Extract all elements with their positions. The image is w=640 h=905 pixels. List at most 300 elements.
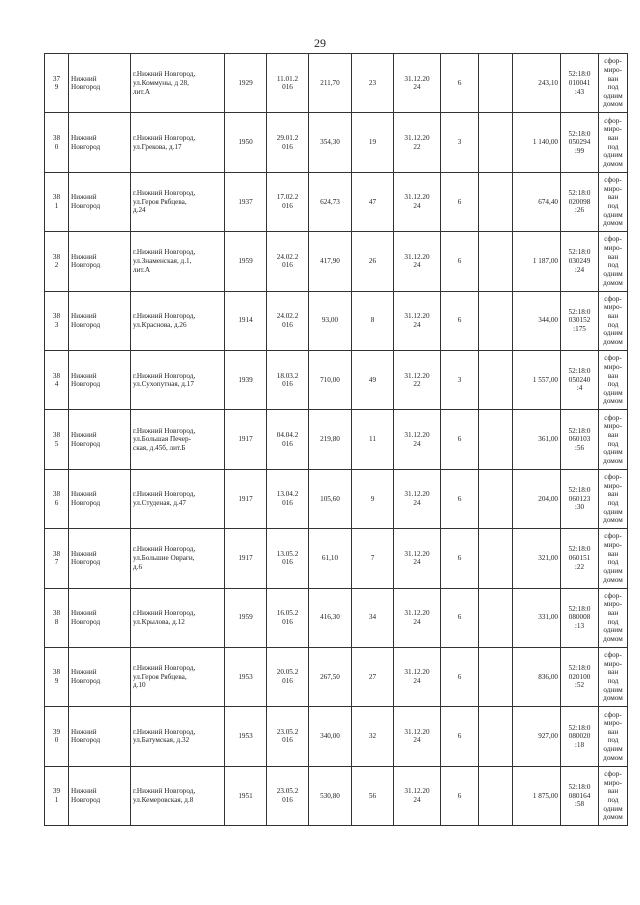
cost-cell — [513, 707, 561, 766]
deadline-cell — [394, 766, 441, 825]
year-cell-text: 1959 — [238, 613, 253, 622]
land-status-cell-text: сфор- миро- ван под одним домом — [603, 473, 623, 525]
cost-cell-text: 243,10 — [538, 78, 558, 87]
area-cell — [309, 291, 352, 350]
land-status-cell — [599, 410, 628, 469]
city-cell — [69, 647, 131, 706]
stage-cell-text: 6 — [457, 613, 462, 622]
year-cell — [225, 172, 267, 231]
cost-cell — [513, 469, 561, 528]
area-cell — [309, 766, 352, 825]
empty-cell — [479, 529, 513, 588]
cost-cell — [513, 291, 561, 350]
residents-cell-text: 7 — [370, 554, 375, 562]
empty-cell — [479, 172, 513, 231]
residents-cell-text: 8 — [370, 316, 375, 325]
table-row — [45, 232, 628, 291]
stage-cell — [441, 469, 479, 528]
year-cell-text: 1917 — [238, 435, 253, 444]
address-cell-text: г.Нижний Новгород, ул.Крылова, д.12 — [133, 609, 196, 626]
area-cell-text: 93,00 — [321, 316, 339, 325]
address-cell-text: г.Нижний Новгород, ул.Героя Рябцева, д.24 — [133, 189, 196, 215]
row-number-cell — [45, 232, 69, 291]
year-cell — [225, 529, 267, 588]
year-cell — [225, 350, 267, 409]
residents-cell-text: 32 — [368, 732, 377, 741]
cost-cell-text: 321,00 — [538, 554, 558, 562]
cost-cell — [513, 113, 561, 172]
year-cell-text: 1937 — [238, 197, 253, 206]
stage-cell — [441, 766, 479, 825]
city-cell-text: Нижний Новгород — [71, 490, 101, 507]
cadastral-cell-text: 52:18:0 080164 :58 — [568, 782, 591, 809]
city-cell-text: Нижний Новгород — [71, 787, 101, 804]
stage-cell-text: 6 — [457, 197, 462, 206]
city-cell — [69, 113, 131, 172]
deadline-cell-text: 31.12.20 22 — [404, 133, 430, 151]
residents-cell — [352, 410, 394, 469]
stage-cell-text: 6 — [457, 257, 462, 266]
deadline-cell-text: 31.12.20 24 — [404, 252, 430, 270]
cadastral-cell-text: 52:18:0 030249 :24 — [568, 248, 591, 274]
address-cell — [131, 232, 225, 291]
deadline-cell-text: 31.12.20 24 — [404, 490, 430, 507]
stage-cell-text: 6 — [457, 791, 462, 800]
table-row — [45, 766, 628, 825]
residents-cell-text: 56 — [368, 791, 377, 800]
land-status-cell — [599, 232, 628, 291]
table-row — [45, 588, 628, 647]
residents-cell-text: 49 — [368, 375, 377, 384]
area-cell-text: 219,80 — [320, 435, 340, 444]
land-status-cell — [599, 54, 628, 113]
address-cell — [131, 707, 225, 766]
deadline-cell-text: 31.12.20 24 — [404, 668, 430, 686]
year-cell-text: 1950 — [238, 138, 253, 147]
land-status-cell-text: сфор- миро- ван под одним домом — [603, 532, 623, 584]
cadastral-cell — [561, 291, 599, 350]
city-cell — [69, 410, 131, 469]
area-cell-text: 624,73 — [320, 197, 340, 206]
cadastral-cell — [561, 766, 599, 825]
row-number-cell — [45, 707, 69, 766]
land-status-cell-text: сфор- миро- ван под одним домом — [603, 413, 623, 465]
residents-cell-text: 34 — [368, 613, 377, 622]
cadastral-cell-text: 52:18:0 060123 :30 — [568, 485, 591, 512]
city-cell — [69, 707, 131, 766]
residents-cell-text: 27 — [368, 672, 377, 681]
year-cell — [225, 113, 267, 172]
empty-cell — [479, 707, 513, 766]
table-body — [45, 54, 628, 826]
residents-cell — [352, 469, 394, 528]
city-cell-text: Нижний Новгород — [71, 430, 101, 448]
stage-cell-text: 6 — [457, 554, 462, 562]
cadastral-cell — [561, 529, 599, 588]
deadline-cell-text: 31.12.20 24 — [404, 609, 430, 626]
deadline-cell — [394, 707, 441, 766]
cost-cell — [513, 232, 561, 291]
address-cell-text: г.Нижний Новгород, ул.Сухопутная, д.17 — [133, 371, 196, 389]
cadastral-cell-text: 52:18:0 030152 :175 — [568, 307, 591, 334]
year-cell — [225, 766, 267, 825]
row-number-cell — [45, 469, 69, 528]
land-status-cell-text: сфор- миро- ван под одним домом — [603, 235, 623, 287]
row-number-cell — [45, 410, 69, 469]
stage-cell-text: 6 — [457, 732, 462, 741]
stage-cell-text: 6 — [457, 435, 462, 444]
date-cell — [267, 232, 309, 291]
date-cell-text: 29.01.2 016 — [276, 133, 299, 151]
address-cell — [131, 172, 225, 231]
deadline-cell-text: 31.12.20 24 — [404, 430, 430, 448]
cadastral-cell — [561, 54, 599, 113]
land-status-cell-text: сфор- миро- ван под одним домом — [603, 354, 623, 406]
land-status-cell-text: сфор- миро- ван под одним домом — [603, 769, 623, 822]
date-cell — [267, 291, 309, 350]
residents-cell — [352, 647, 394, 706]
area-cell-text: 267,50 — [320, 672, 340, 681]
cost-cell-text: 836,00 — [538, 672, 558, 681]
table-row — [45, 529, 628, 588]
area-cell-text: 61,10 — [321, 554, 339, 562]
table-row — [45, 469, 628, 528]
cadastral-cell-text: 52:18:0 060151 :22 — [568, 545, 591, 571]
date-cell-text: 16.05.2 016 — [276, 609, 299, 626]
cost-cell — [513, 588, 561, 647]
residents-cell-text: 23 — [368, 78, 377, 87]
residents-cell — [352, 172, 394, 231]
city-cell-text: Нижний Новгород — [71, 549, 101, 567]
address-cell-text: г.Нижний Новгород, ул.Героя Рябцева, д.10 — [133, 664, 196, 690]
deadline-cell — [394, 647, 441, 706]
empty-cell — [479, 469, 513, 528]
date-cell-text: 13.04.2 016 — [276, 490, 299, 507]
address-cell — [131, 113, 225, 172]
housing-table — [44, 53, 628, 826]
cadastral-cell — [561, 469, 599, 528]
residents-cell — [352, 54, 394, 113]
deadline-cell — [394, 529, 441, 588]
residents-cell-text: 26 — [368, 257, 377, 266]
area-cell-text: 354,30 — [320, 138, 340, 147]
residents-cell — [352, 232, 394, 291]
cost-cell-text: 1 187,00 — [532, 257, 558, 266]
stage-cell-text: 6 — [457, 494, 462, 503]
land-status-cell — [599, 529, 628, 588]
cost-cell-text: 927,00 — [538, 732, 558, 741]
row-number-cell — [45, 529, 69, 588]
deadline-cell-text: 31.12.20 22 — [404, 371, 430, 389]
row-number-cell — [45, 291, 69, 350]
city-cell-text: Нижний Новгород — [71, 193, 101, 210]
stage-cell — [441, 172, 479, 231]
stage-cell — [441, 647, 479, 706]
area-cell-text: 211,70 — [320, 78, 340, 87]
residents-cell — [352, 113, 394, 172]
stage-cell-text: 6 — [457, 78, 462, 87]
land-status-cell — [599, 469, 628, 528]
year-cell — [225, 232, 267, 291]
deadline-cell — [394, 588, 441, 647]
date-cell — [267, 172, 309, 231]
date-cell-text: 04.04.2 016 — [276, 430, 299, 448]
land-status-cell-text: сфор- миро- ван под одним домом — [603, 57, 623, 109]
land-status-cell — [599, 588, 628, 647]
deadline-cell — [394, 410, 441, 469]
year-cell-text: 1953 — [238, 732, 253, 741]
cadastral-cell-text: 52:18:0 050240 :4 — [568, 367, 591, 393]
date-cell-text: 13.05.2 016 — [276, 549, 299, 567]
year-cell — [225, 410, 267, 469]
year-cell — [225, 588, 267, 647]
date-cell — [267, 588, 309, 647]
land-status-cell-text: сфор- миро- ван под одним домом — [603, 294, 623, 347]
year-cell-text: 1914 — [238, 316, 253, 325]
empty-cell — [479, 350, 513, 409]
row-number-cell-text: 38 4 — [52, 371, 61, 389]
deadline-cell-text: 31.12.20 24 — [404, 74, 430, 92]
cost-cell — [513, 647, 561, 706]
row-number-cell-text: 38 0 — [52, 133, 61, 151]
cadastral-cell-text: 52:18:0 080020 :18 — [568, 723, 591, 749]
stage-cell-text: 3 — [457, 375, 462, 384]
cadastral-cell — [561, 113, 599, 172]
empty-cell — [479, 291, 513, 350]
empty-cell — [479, 588, 513, 647]
year-cell-text: 1959 — [238, 257, 253, 266]
stage-cell-text: 6 — [457, 672, 462, 681]
stage-cell — [441, 588, 479, 647]
city-cell — [69, 469, 131, 528]
area-cell-text: 417,90 — [320, 257, 340, 266]
address-cell — [131, 647, 225, 706]
date-cell — [267, 469, 309, 528]
deadline-cell-text: 31.12.20 24 — [404, 193, 430, 210]
date-cell — [267, 766, 309, 825]
city-cell-text: Нижний Новгород — [71, 133, 101, 151]
land-status-cell-text: сфор- миро- ван под одним домом — [603, 176, 623, 228]
area-cell-text: 530,80 — [320, 791, 340, 800]
cost-cell — [513, 54, 561, 113]
cadastral-cell-text: 52:18:0 080008 :13 — [568, 604, 591, 631]
cost-cell-text: 1 875,00 — [532, 791, 558, 800]
cadastral-cell — [561, 172, 599, 231]
stage-cell — [441, 410, 479, 469]
land-status-cell — [599, 291, 628, 350]
city-cell — [69, 350, 131, 409]
year-cell-text: 1917 — [238, 554, 253, 562]
cost-cell — [513, 529, 561, 588]
stage-cell — [441, 707, 479, 766]
city-cell — [69, 291, 131, 350]
city-cell-text: Нижний Новгород — [71, 74, 101, 92]
land-status-cell-text: сфор- миро- ван под одним домом — [603, 710, 623, 762]
address-cell — [131, 410, 225, 469]
area-cell-text: 710,00 — [320, 375, 340, 384]
land-status-cell — [599, 766, 628, 825]
cadastral-cell — [561, 647, 599, 706]
date-cell — [267, 350, 309, 409]
deadline-cell — [394, 350, 441, 409]
city-cell-text: Нижний Новгород — [71, 312, 101, 329]
area-cell — [309, 647, 352, 706]
residents-cell-text: 9 — [370, 494, 375, 503]
stage-cell — [441, 350, 479, 409]
area-cell — [309, 113, 352, 172]
land-status-cell-text: сфор- миро- ван под одним домом — [603, 116, 623, 168]
deadline-cell — [394, 469, 441, 528]
year-cell — [225, 291, 267, 350]
cadastral-cell — [561, 588, 599, 647]
row-number-cell-text: 38 6 — [52, 490, 61, 507]
land-status-cell — [599, 707, 628, 766]
deadline-cell — [394, 291, 441, 350]
residents-cell — [352, 529, 394, 588]
row-number-cell-text: 39 1 — [52, 787, 61, 804]
empty-cell — [479, 232, 513, 291]
address-cell-text: г.Нижний Новгород, ул.Большая Печер- ская, д.45б, лит.Б — [133, 426, 196, 452]
residents-cell-text: 19 — [368, 138, 377, 147]
city-cell-text: Нижний Новгород — [71, 371, 101, 389]
row-number-cell — [45, 588, 69, 647]
row-number-cell — [45, 113, 69, 172]
date-cell — [267, 410, 309, 469]
empty-cell — [479, 647, 513, 706]
cost-cell — [513, 410, 561, 469]
date-cell-text: 17.02.2 016 — [276, 193, 299, 210]
year-cell-text: 1951 — [238, 791, 253, 800]
table-row — [45, 54, 628, 113]
city-cell — [69, 54, 131, 113]
row-number-cell — [45, 766, 69, 825]
date-cell-text: 23.05.2 016 — [276, 787, 299, 804]
cadastral-cell — [561, 707, 599, 766]
city-cell-text: Нижний Новгород — [71, 727, 101, 745]
table-row — [45, 410, 628, 469]
area-cell-text: 416,30 — [320, 613, 340, 622]
year-cell — [225, 54, 267, 113]
city-cell-text: Нижний Новгород — [71, 252, 101, 270]
area-cell — [309, 232, 352, 291]
date-cell-text: 23.05.2 016 — [276, 727, 299, 745]
residents-cell-text: 47 — [368, 197, 377, 206]
address-cell-text: г.Нижний Новгород, ул.Краснова, д.26 — [133, 312, 196, 329]
table-row — [45, 707, 628, 766]
address-cell-text: г.Нижний Новгород, ул.Большие Овраги, д.6 — [133, 545, 196, 571]
date-cell-text: 11.01.2 016 — [276, 74, 299, 92]
area-cell — [309, 529, 352, 588]
land-status-cell — [599, 647, 628, 706]
date-cell-text: 18.03.2 016 — [276, 371, 299, 389]
deadline-cell — [394, 54, 441, 113]
city-cell — [69, 529, 131, 588]
table-row — [45, 647, 628, 706]
page-number: 29 — [314, 36, 326, 50]
table-row — [45, 350, 628, 409]
address-cell — [131, 529, 225, 588]
cost-cell-text: 331,00 — [538, 613, 558, 622]
deadline-cell-text: 31.12.20 24 — [404, 312, 430, 329]
row-number-cell — [45, 647, 69, 706]
residents-cell — [352, 766, 394, 825]
address-cell — [131, 469, 225, 528]
row-number-cell-text: 38 5 — [52, 430, 61, 448]
row-number-cell-text: 38 2 — [52, 252, 61, 270]
date-cell-text: 24.02.2 016 — [276, 312, 299, 329]
stage-cell — [441, 529, 479, 588]
residents-cell — [352, 707, 394, 766]
city-cell — [69, 766, 131, 825]
cost-cell-text: 1 557,00 — [532, 375, 558, 384]
address-cell — [131, 291, 225, 350]
stage-cell — [441, 113, 479, 172]
address-cell-text: г.Нижний Новгород, ул.Грекова, д.17 — [133, 133, 196, 151]
deadline-cell-text: 31.12.20 24 — [404, 727, 430, 745]
city-cell — [69, 172, 131, 231]
address-cell — [131, 54, 225, 113]
deadline-cell — [394, 113, 441, 172]
address-cell — [131, 588, 225, 647]
cadastral-cell — [561, 232, 599, 291]
row-number-cell — [45, 172, 69, 231]
area-cell-text: 340,00 — [320, 732, 340, 741]
land-status-cell — [599, 113, 628, 172]
address-cell-text: г.Нижний Новгород, ул.Знаменская, д.1, лит.А — [133, 248, 196, 274]
year-cell-text: 1939 — [238, 375, 253, 384]
cost-cell-text: 204,00 — [538, 494, 558, 503]
row-number-cell — [45, 54, 69, 113]
address-cell-text: г.Нижний Новгород, ул.Кемеровская, д.8 — [133, 787, 196, 804]
cost-cell-text: 344,00 — [538, 316, 558, 325]
row-number-cell-text: 38 9 — [52, 668, 61, 686]
stage-cell-text: 3 — [457, 138, 462, 147]
empty-cell — [479, 54, 513, 113]
empty-cell — [479, 766, 513, 825]
year-cell — [225, 469, 267, 528]
area-cell — [309, 588, 352, 647]
residents-cell — [352, 291, 394, 350]
residents-cell — [352, 350, 394, 409]
date-cell — [267, 54, 309, 113]
date-cell-text: 20.05.2 016 — [276, 668, 299, 686]
date-cell — [267, 647, 309, 706]
table-row — [45, 172, 628, 231]
land-status-cell-text: сфор- миро- ван под одним домом — [603, 651, 623, 703]
row-number-cell-text: 37 9 — [52, 74, 61, 92]
row-number-cell-text: 38 7 — [52, 549, 61, 567]
cadastral-cell — [561, 350, 599, 409]
address-cell — [131, 350, 225, 409]
land-status-cell-text: сфор- миро- ван под одним домом — [603, 591, 623, 643]
row-number-cell-text: 38 3 — [52, 312, 61, 329]
empty-cell — [479, 113, 513, 172]
year-cell — [225, 647, 267, 706]
row-number-cell-text: 39 0 — [52, 727, 61, 745]
date-cell — [267, 113, 309, 172]
area-cell — [309, 410, 352, 469]
city-cell-text: Нижний Новгород — [71, 609, 101, 626]
cost-cell — [513, 172, 561, 231]
city-cell-text: Нижний Новгород — [71, 668, 101, 686]
cost-cell-text: 361,00 — [538, 435, 558, 444]
cadastral-cell-text: 52:18:0 020100 :52 — [568, 664, 591, 690]
deadline-cell-text: 31.12.20 24 — [404, 549, 430, 567]
cadastral-cell-text: 52:18:0 050294 :99 — [568, 129, 591, 155]
address-cell-text: г.Нижний Новгород, ул.Коммуны, д 28, лит.А — [133, 70, 196, 96]
cost-cell-text: 1 140,00 — [532, 138, 558, 147]
land-status-cell — [599, 172, 628, 231]
